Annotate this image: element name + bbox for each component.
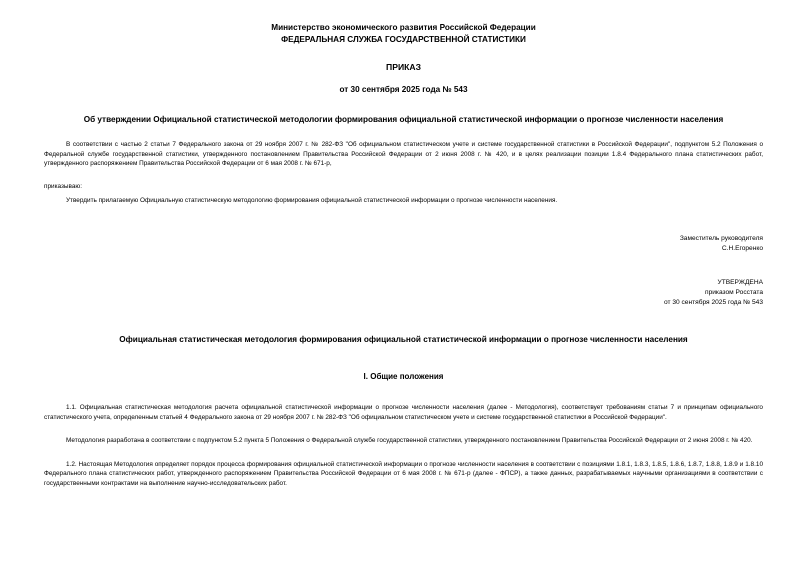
ministry-line-1: Министерство экономического развития Российской Федерации [271,23,536,32]
approval-line-2: приказом Росстата [705,288,763,296]
signer-name: С.Н.Егоренко [721,244,763,252]
signer-position: Заместитель руководителя [679,234,763,242]
order-word: приказываю: [44,182,82,190]
document-title: Об утверждении Официальной статистической методологии формирования официальной статистической информации о прогнозе численности населения [83,115,724,124]
document-date-number: от 30 сентября 2025 года № 543 [339,85,468,94]
approval-line-1: УТВЕРЖДЕНА [717,278,763,286]
signature-block [44,234,763,254]
section-heading-1: I. Общие положения [363,371,444,381]
ministry-heading [44,22,763,46]
paragraph-1-2: 1.2. Настоящая Методология определяет порядок процесса формирования официальной статистической информации о прогнозе численности населения в соответствии с позициями 1.8.1, 1.8.3, 1.8.5, 1.8.6, 1.8.7, 1.8.8, 1.8.9 и 1.8.10 Федерального плана статистических работ, утвержденного распоряжением Правительства Российской Федерации от 6 мая 2008 г. № 671-р (далее - ФПСР), а также данных, разрабатываемых научными организациями в соответствии с государственными контрактами на выполнение научно-исследовательских работ. [44,460,763,487]
order-text: Утвердить прилагаемую Официальную статистическую методологию формирования официальной статистической информации о прогнозе численности населения. [66,197,558,205]
paragraph-1-1-note: Методология разработана в соответствии с подпунктом 5.2 пункта 5 Положения о Федеральной службе государственной статистики, утвержденного постановлением Правительства Российской Федерации от 2 июня 2008 г. № 420. [66,437,753,445]
approval-block [44,278,763,308]
approval-line-3: от 30 сентября 2025 года № 543 [663,298,763,306]
preamble-paragraph: В соответствии с частью 2 статьи 7 Федерального закона от 29 ноября 2007 г. № 282-ФЗ "Об официальном статистическом учете и системе государственной статистики в Российской Федерации", подпунктом 5.2 Положения о Федеральной службе государственной статистики, утвержденного постановлением Правительства Российской Федерации от 2 июня 2008 г. № 420, и в целях реализации позиции 1.8.4 Федерального плана статистических работ, утвержденного распоряжением Правительства Российской Федерации от 6 мая 2008 г. № 671-р, [44,141,763,168]
methodology-title: Официальная статистическая методология формирования официальной статистической информации о прогнозе численности населения [119,334,688,344]
ministry-line-2: ФЕДЕРАЛЬНАЯ СЛУЖБА ГОСУДАРСТВЕННОЙ СТАТИСТИКИ [281,35,526,44]
paragraph-1-1: 1.1. Официальная статистическая методология расчета официальной статистической информации о прогнозе численности населения (далее - Методология), соответствует требованиям статьи 7 и принципам официального статистического учета, определенным статьей 4 Федерального закона от 29 ноября 2007 г. № 282-ФЗ "Об официальном статистическом учете и системе государственной статистики в Российской Федерации". [44,403,763,421]
document-type: ПРИКАЗ [386,62,421,72]
